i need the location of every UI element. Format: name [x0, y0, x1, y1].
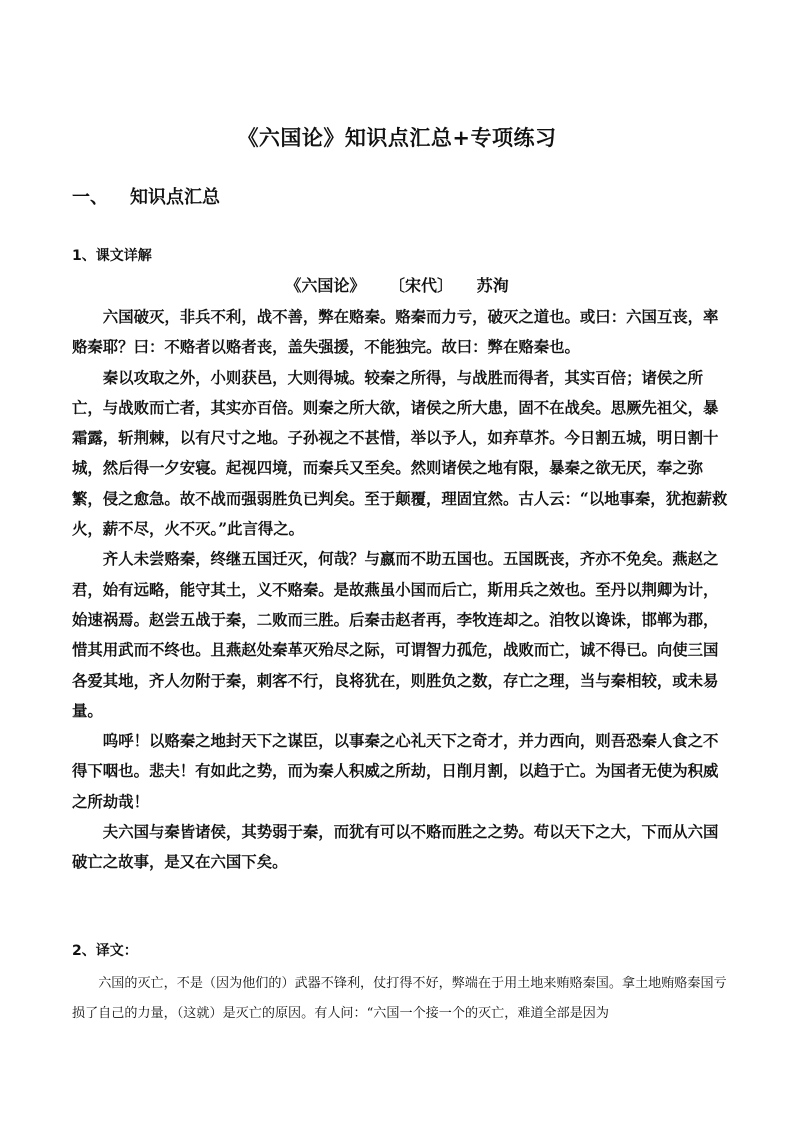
paragraph: 齐人未尝赂秦，终继五国迁灭，何哉？与嬴而不助五国也。五国既丧，齐亦不免矣。燕赵之君，始有远略，能守其土，义不赂秦。是故燕虽小国而后亡，斯用兵之效也。至丹以荆卿为计，始速祸焉。赵尝五战于秦，二败而三胜。后秦击赵者再，李牧连却之。洎牧以谗诛，邯郸为郡，惜其用武而不终也。且燕赵处秦革灭殆尽之际，可谓智力孤危，战败而亡，诚不得已。向使三国各爱其地，齐人勿附于秦，刺客不行，良将犹在，则胜负之数，存亡之理，当与秦相较，或未易量。 — [72, 550, 719, 720]
subsection-heading-1: 1、课文详解 — [72, 248, 152, 264]
poem-dynasty: 〔宋代〕 — [388, 276, 453, 295]
paragraph: 六国破灭，非兵不利，战不善，弊在赂秦。赂秦而力亏，破灭之道也。或曰：六国互丧，率赂秦耶？曰：不赂者以赂者丧，盖失强援，不能独完。故曰：弊在赂秦也。 — [72, 308, 719, 357]
poem-name: 《六国论》 — [285, 276, 366, 295]
paragraph: 呜呼！以赂秦之地封天下之谋臣，以事秦之心礼天下之奇才，并力西向，则吾恐秦人食之不得下咽也。悲夫！有如此之势，而为秦人积威之所劫，日削月割，以趋于亡。为国者无使为积威之所劫哉！ — [72, 732, 719, 811]
poem-header — [0, 273, 794, 296]
section-number: 一、 — [72, 187, 108, 208]
poem-body — [72, 302, 732, 878]
translation-paragraph: 六国的灭亡，不是（因为他们的）武器不锋利，仗打得不好，弊端在于用土地来贿赂秦国。拿土地贿赂秦国亏损了自己的力量，（这就）是灭亡的原因。有人问：“六国一个接一个的灭亡，难道全部是因为 — [72, 976, 727, 1021]
paragraph: 夫六国与秦皆诸侯，其势弱于秦，而犹有可以不赂而胜之之势。苟以天下之大，下而从六国破亡之故事，是又在六国下矣。 — [72, 823, 719, 872]
document-title: 《六国论》知识点汇总+专项练习 — [237, 126, 557, 150]
poem-author: 苏洵 — [476, 276, 509, 295]
subsection-heading-2: 2、译文： — [72, 943, 138, 959]
paragraph: 秦以攻取之外，小则获邑，大则得城。较秦之所得，与战胜而得者，其实百倍；诸侯之所亡，与战败而亡者，其实亦百倍。则秦之所大欲，诸侯之所大患，固不在战矣。思厥先祖父，暴霜露，斩荆棘，以有尺寸之地。子孙视之不甚惜，举以予人，如弃草芥。今日割五城，明日割十城，然后得一夕安寝。起视四境，而秦兵又至矣。然则诸侯之地有限，暴秦之欲无厌，奉之弥繁，侵之愈急。故不战而强弱胜负已判矣。至于颠覆，理固宜然。古人云：“以地事秦，犹抱薪救火，薪不尽，火不灭。”此言得之。 — [72, 368, 728, 539]
section-heading — [72, 183, 220, 209]
section-label: 知识点汇总 — [130, 187, 220, 208]
translation-body — [72, 969, 732, 1029]
